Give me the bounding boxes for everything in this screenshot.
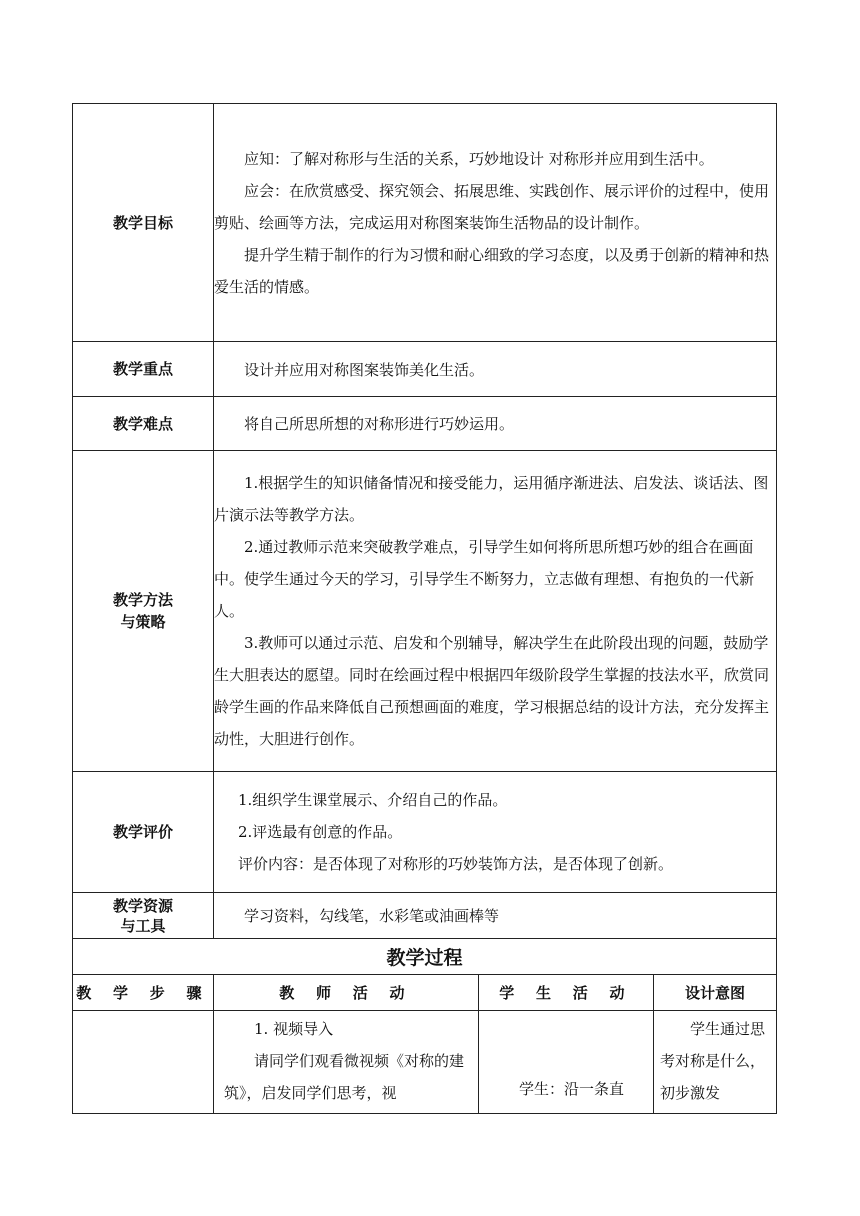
methods-content: [214, 451, 777, 772]
objectives-paragraph: 应会：在欣赏感受、探究领会、拓展思维、实践创作、展示评价的过程中，使用剪贴、绘画等方法，完成运用对称图案装饰生活物品的设计制作。: [214, 181, 770, 232]
difficulties-text: 将自己所思所想的对称形进行巧妙运用。: [244, 415, 515, 433]
objectives-paragraph: 应知：了解对称形与生活的关系，巧妙地设计 对称形并应用到生活中。: [244, 149, 714, 168]
student-activity-text: 学生：沿一条直: [519, 1080, 625, 1098]
header-student: [479, 975, 654, 1011]
design-intent-cell: [654, 1011, 777, 1114]
header-intent: 设计意图: [654, 975, 777, 1011]
methods-paragraph: 2.通过教师示范来突破教学难点，引导学生如何将所思所想巧妙的组合在画面中。使学生通过今天的学习，引导学生不断努力，立志做有理想、有抱负的一代新人。: [214, 538, 755, 620]
evaluation-line: 1.组织学生课堂展示、介绍自己的作品。: [238, 791, 508, 809]
difficulties-row: [73, 397, 777, 451]
difficulties-content: [214, 397, 777, 451]
header-steps: [73, 975, 214, 1011]
resources-content: [214, 893, 777, 939]
key-points-content: [214, 342, 777, 397]
resources-label-line1: 教学资源: [112, 896, 173, 915]
methods-label-line2: 与策略: [120, 613, 166, 631]
resources-label: [73, 893, 214, 939]
header-teacher-text: 教 师 活 动: [279, 984, 413, 1002]
methods-label-line1: 教学方法: [112, 591, 173, 609]
methods-row: [73, 451, 777, 772]
key-points-label: 教学重点: [73, 342, 214, 397]
resources-label-line2: 与工具: [120, 916, 166, 935]
student-activity-cell: [479, 1011, 654, 1114]
design-intent-text: 学生通过思考对称是什么，初步激发: [660, 1020, 766, 1102]
key-points-row: [73, 342, 777, 397]
evaluation-label: 教学评价: [73, 772, 214, 893]
teacher-activity-line: 请同学们观看微视频《对称的建筑》，启发同学们思考，视: [224, 1052, 465, 1102]
teacher-activity-line: 1. 视频导入: [254, 1020, 334, 1038]
process-header-row: [73, 975, 777, 1011]
header-teacher: [214, 975, 479, 1011]
teacher-activity-cell: [214, 1011, 479, 1114]
evaluation-content: [214, 772, 777, 893]
methods-paragraph: 1.根据学生的知识储备情况和接受能力，运用循序渐进法、启发法、谈话法、图片演示法等教学方法。: [214, 474, 769, 524]
objectives-label: 教学目标: [73, 104, 214, 342]
resources-text: 学习资料，勾线笔，水彩笔或油画棒等: [244, 907, 500, 925]
evaluation-line: 评价内容：是否体现了对称形的巧妙装饰方法，是否体现了创新。: [238, 855, 674, 873]
key-points-text: 设计并应用对称图案装饰美化生活。: [244, 360, 485, 379]
methods-paragraph: 3.教师可以通过示范、启发和个别辅导，解决学生在此阶段出现的问题，鼓励学生大胆表达的愿望。同时在绘画过程中根据四年级阶段学生掌握的技法水平，欣赏同龄学生画的作品来降低自己预想画面的难度，学习根据总结的设计方法，充分发挥主动性，大胆进行创作。: [214, 634, 770, 748]
process-title: 教学过程: [73, 939, 777, 975]
objectives-content: [214, 104, 777, 342]
evaluation-line: 2.评选最有创意的作品。: [238, 823, 403, 841]
resources-row: [73, 893, 777, 939]
process-row: [73, 1011, 777, 1114]
lesson-plan-table: [72, 103, 777, 1114]
process-title-row: [73, 939, 777, 975]
methods-label: [73, 451, 214, 772]
evaluation-row: [73, 772, 777, 893]
header-steps-text: 教 学 步 骤: [76, 984, 210, 1002]
difficulties-label: 教学难点: [73, 397, 214, 451]
header-student-text: 学 生 活 动: [499, 984, 633, 1002]
objectives-paragraph: 提升学生精于制作的行为习惯和耐心细致的学习态度，以及勇于创新的精神和热爱生活的情感。: [214, 245, 770, 296]
process-step-cell: [73, 1011, 214, 1114]
objectives-row: [73, 104, 777, 342]
